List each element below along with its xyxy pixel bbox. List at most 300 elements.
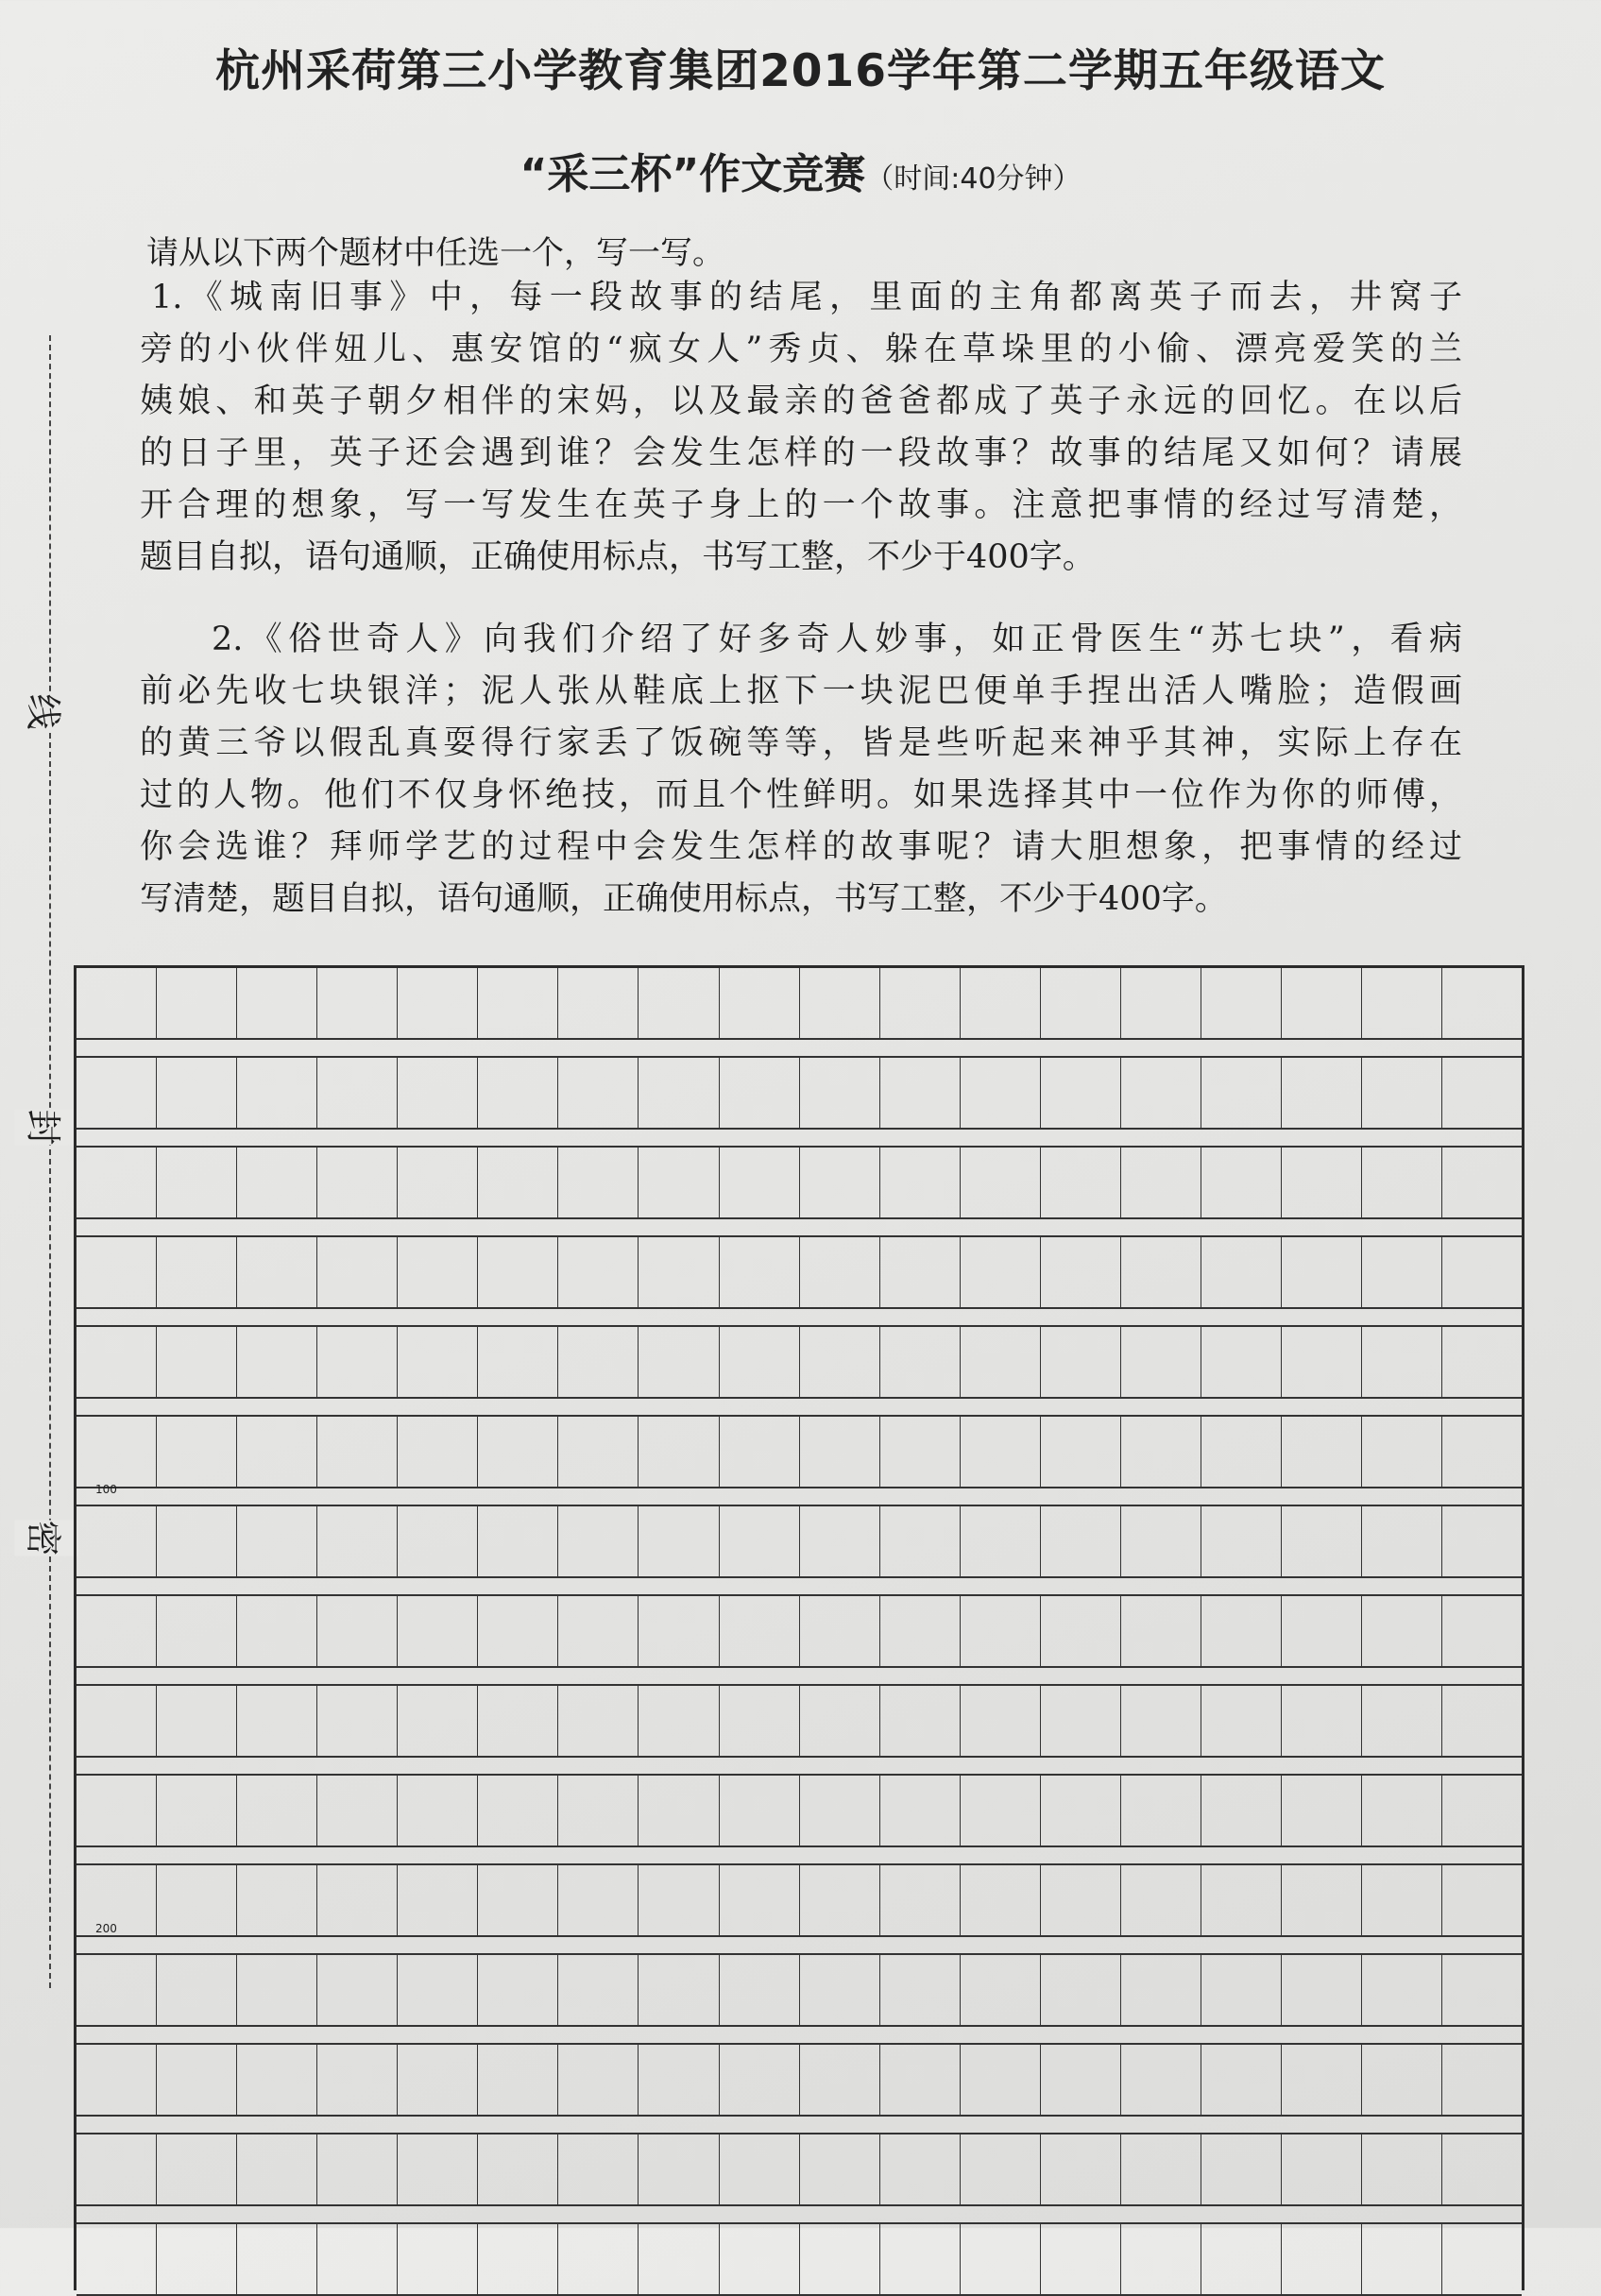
- grid-cell[interactable]: [398, 1327, 478, 1397]
- char-count-mark: 100: [95, 1483, 117, 1496]
- instruction: 请从以下两个题材中任选一个，写一写。: [146, 234, 724, 272]
- grid-cell[interactable]: [720, 1327, 800, 1397]
- grid-cell[interactable]: [1041, 2134, 1121, 2204]
- grid-cell[interactable]: [1282, 1955, 1362, 2025]
- grid-cell[interactable]: [237, 1148, 317, 1217]
- grid-cell[interactable]: [398, 1237, 478, 1307]
- grid-cell[interactable]: [317, 2045, 398, 2115]
- grid-cell[interactable]: [317, 1058, 398, 1128]
- grid-cell[interactable]: [1201, 1417, 1282, 1487]
- grid-cell[interactable]: [800, 2045, 880, 2115]
- grid-cell[interactable]: [1442, 1148, 1522, 1217]
- grid-cell[interactable]: [639, 1955, 719, 2025]
- grid-cell[interactable]: [1121, 968, 1201, 1038]
- grid-cell[interactable]: [1041, 2224, 1121, 2294]
- grid-cell[interactable]: [1282, 1776, 1362, 1845]
- grid-cell[interactable]: [1121, 2134, 1201, 2204]
- grid-cell[interactable]: [1442, 968, 1522, 1038]
- grid-cell[interactable]: [1362, 1686, 1442, 1756]
- grid-cell[interactable]: [398, 2134, 478, 2204]
- grid-cell[interactable]: [478, 2224, 558, 2294]
- grid-cell[interactable]: [398, 1417, 478, 1487]
- grid-cell[interactable]: [720, 2224, 800, 2294]
- topic-line: 的黄三爷以假乱真耍得行家丢了饭碗等等，皆是些听起来神乎其神，实际上存在: [140, 724, 1462, 762]
- topic-line: 的日子里，英子还会遇到谁？会发生怎样的一段故事？故事的结尾又如何？请展: [140, 434, 1462, 472]
- grid-row: [77, 1325, 1522, 1399]
- grid-cell[interactable]: [1041, 1686, 1121, 1756]
- grid-cell[interactable]: [961, 2224, 1041, 2294]
- grid-cell[interactable]: [720, 1058, 800, 1128]
- grid-cell[interactable]: [1201, 968, 1282, 1038]
- grid-cell[interactable]: [639, 2045, 719, 2115]
- grid-cell[interactable]: [317, 1596, 398, 1666]
- grid-cell[interactable]: [720, 1596, 800, 1666]
- grid-cell[interactable]: [478, 1596, 558, 1666]
- grid-cell[interactable]: [1201, 2224, 1282, 2294]
- grid-cell[interactable]: [1282, 1686, 1362, 1756]
- topic-line: 姨娘、和英子朝夕相伴的宋妈，以及最亲的爸爸都成了英子永远的回忆。在以后: [140, 383, 1462, 420]
- grid-cell[interactable]: [1041, 968, 1121, 1038]
- grid-cell[interactable]: [800, 1865, 880, 1935]
- grid-cell[interactable]: [1442, 1686, 1522, 1756]
- grid-cell[interactable]: [157, 1148, 237, 1217]
- grid-cell[interactable]: [478, 2045, 558, 2115]
- grid-cell[interactable]: [237, 1776, 317, 1845]
- grid-cell[interactable]: [1041, 1865, 1121, 1935]
- grid-cell[interactable]: [1362, 2045, 1442, 2115]
- grid-row: [77, 1056, 1522, 1130]
- grid-cell[interactable]: [1362, 1148, 1442, 1217]
- grid-cell[interactable]: [478, 1417, 558, 1487]
- grid-cell[interactable]: [1282, 2134, 1362, 2204]
- topic-line: 过的人物。他们不仅身怀绝技，而且个性鲜明。如果选择其中一位作为你的师傅，: [140, 776, 1462, 814]
- grid-cell[interactable]: [800, 1596, 880, 1666]
- grid-cell[interactable]: [157, 1776, 237, 1845]
- grid-cell[interactable]: [639, 1506, 719, 1576]
- writing-grid[interactable]: [74, 965, 1524, 2290]
- grid-cell[interactable]: [720, 1417, 800, 1487]
- grid-cell[interactable]: [558, 2224, 639, 2294]
- grid-cell[interactable]: [398, 1865, 478, 1935]
- grid-cell[interactable]: [558, 1955, 639, 2025]
- grid-cell[interactable]: [639, 1417, 719, 1487]
- grid-cell[interactable]: [880, 1506, 961, 1576]
- grid-cell[interactable]: [478, 1148, 558, 1217]
- binding-char-xian: 线: [15, 693, 78, 729]
- grid-cell[interactable]: [800, 1776, 880, 1845]
- grid-cell[interactable]: [317, 1327, 398, 1397]
- grid-cell[interactable]: [237, 968, 317, 1038]
- grid-cell[interactable]: [1282, 1865, 1362, 1935]
- grid-cell[interactable]: [1201, 1058, 1282, 1128]
- grid-cell[interactable]: [157, 2045, 237, 2115]
- grid-cell[interactable]: [558, 1686, 639, 1756]
- grid-cell[interactable]: [237, 1327, 317, 1397]
- grid-row: [77, 1146, 1522, 1219]
- contest-name: “采三杯”作文竞赛: [519, 150, 866, 198]
- grid-cell[interactable]: [1041, 1776, 1121, 1845]
- grid-cell[interactable]: [1121, 1148, 1201, 1217]
- grid-cell[interactable]: [880, 1058, 961, 1128]
- grid-cell[interactable]: [1282, 1596, 1362, 1666]
- grid-cell[interactable]: [1442, 1327, 1522, 1397]
- grid-cell[interactable]: [961, 1686, 1041, 1756]
- grid-cell[interactable]: [880, 968, 961, 1038]
- grid-cell[interactable]: [157, 968, 237, 1038]
- grid-cell[interactable]: [1121, 1686, 1201, 1756]
- page-subtitle: [0, 140, 1601, 200]
- binding-dashed-line: [49, 335, 51, 1988]
- grid-cell[interactable]: [1442, 1596, 1522, 1666]
- grid-cell[interactable]: [961, 1596, 1041, 1666]
- grid-cell[interactable]: [639, 1237, 719, 1307]
- grid-cell[interactable]: [1041, 1955, 1121, 2025]
- grid-cell[interactable]: [961, 2134, 1041, 2204]
- grid-cell[interactable]: [77, 968, 157, 1038]
- grid-cell[interactable]: [77, 1148, 157, 1217]
- grid-cell[interactable]: [157, 1686, 237, 1756]
- grid-cell[interactable]: [961, 2045, 1041, 2115]
- grid-cell[interactable]: [478, 1865, 558, 1935]
- grid-cell[interactable]: [558, 1506, 639, 1576]
- grid-cell[interactable]: [800, 1237, 880, 1307]
- grid-cell[interactable]: [1282, 2045, 1362, 2115]
- grid-cell[interactable]: [1201, 2134, 1282, 2204]
- grid-cell[interactable]: [558, 1148, 639, 1217]
- grid-cell[interactable]: [800, 1417, 880, 1487]
- grid-cell[interactable]: [1201, 1327, 1282, 1397]
- grid-cell[interactable]: [478, 1237, 558, 1307]
- grid-cell[interactable]: [1362, 968, 1442, 1038]
- grid-cell[interactable]: [1362, 1327, 1442, 1397]
- grid-row: [77, 2133, 1522, 2206]
- grid-cell[interactable]: [237, 1417, 317, 1487]
- binding-char-mi: 密: [15, 1520, 78, 1556]
- grid-cell[interactable]: [1282, 1148, 1362, 1217]
- grid-cell[interactable]: [157, 1865, 237, 1935]
- grid-cell[interactable]: [961, 1058, 1041, 1128]
- grid-cell[interactable]: [157, 2134, 237, 2204]
- grid-cell[interactable]: [880, 1955, 961, 2025]
- grid-cell[interactable]: [1201, 1237, 1282, 1307]
- grid-cell[interactable]: [558, 1058, 639, 1128]
- grid-cell[interactable]: [639, 1596, 719, 1666]
- grid-cell[interactable]: [558, 1865, 639, 1935]
- grid-cell[interactable]: [77, 1327, 157, 1397]
- grid-cell[interactable]: [1121, 2224, 1201, 2294]
- grid-cell[interactable]: [317, 1148, 398, 1217]
- grid-cell[interactable]: [1201, 1776, 1282, 1845]
- grid-cell[interactable]: [317, 1237, 398, 1307]
- grid-cell[interactable]: [880, 1148, 961, 1217]
- grid-cell[interactable]: [961, 1865, 1041, 1935]
- grid-cell[interactable]: [398, 2045, 478, 2115]
- grid-cell[interactable]: [157, 1955, 237, 2025]
- grid-cell[interactable]: [478, 1058, 558, 1128]
- grid-cell[interactable]: [800, 1058, 880, 1128]
- grid-cell[interactable]: [317, 1506, 398, 1576]
- grid-cell[interactable]: [800, 968, 880, 1038]
- grid-cell[interactable]: [237, 2045, 317, 2115]
- grid-cell[interactable]: [720, 1506, 800, 1576]
- grid-cell[interactable]: [961, 968, 1041, 1038]
- grid-row: [77, 2222, 1522, 2296]
- grid-cell[interactable]: [237, 1058, 317, 1128]
- grid-cell[interactable]: [1362, 1058, 1442, 1128]
- grid-cell[interactable]: [398, 1686, 478, 1756]
- grid-cell[interactable]: [1041, 1417, 1121, 1487]
- grid-cell[interactable]: [800, 1506, 880, 1576]
- grid-row: [77, 1505, 1522, 1578]
- grid-cell[interactable]: [1442, 1058, 1522, 1128]
- grid-cell[interactable]: [398, 1506, 478, 1576]
- grid-cell[interactable]: [720, 1237, 800, 1307]
- grid-cell[interactable]: [558, 1327, 639, 1397]
- grid-cell[interactable]: [478, 1327, 558, 1397]
- grid-cell[interactable]: [880, 2224, 961, 2294]
- grid-cell[interactable]: [1201, 2045, 1282, 2115]
- grid-cell[interactable]: [1041, 1237, 1121, 1307]
- grid-cell[interactable]: [157, 1596, 237, 1666]
- grid-cell[interactable]: [398, 2224, 478, 2294]
- grid-cell[interactable]: [880, 1237, 961, 1307]
- topic-line: 写清楚，题目自拟，语句通顺，正确使用标点，书写工整，不少于400字。: [140, 880, 1228, 918]
- grid-cell[interactable]: [157, 1327, 237, 1397]
- grid-cell[interactable]: [237, 1686, 317, 1756]
- grid-cell[interactable]: [1201, 1865, 1282, 1935]
- grid-cell[interactable]: [478, 968, 558, 1038]
- grid-cell[interactable]: [1282, 1327, 1362, 1397]
- grid-cell[interactable]: [880, 1865, 961, 1935]
- grid-cell[interactable]: [1362, 1596, 1442, 1666]
- grid-cell[interactable]: [961, 1148, 1041, 1217]
- grid-cell[interactable]: [558, 1237, 639, 1307]
- grid-cell[interactable]: [237, 1596, 317, 1666]
- grid-cell[interactable]: [157, 2224, 237, 2294]
- grid-cell[interactable]: [237, 1237, 317, 1307]
- grid-cell[interactable]: [77, 1776, 157, 1845]
- grid-cell[interactable]: [1282, 1417, 1362, 1487]
- grid-cell[interactable]: [800, 1686, 880, 1756]
- grid-cell[interactable]: [1121, 1417, 1201, 1487]
- grid-cell[interactable]: [1362, 1417, 1442, 1487]
- grid-cell[interactable]: [237, 1955, 317, 2025]
- grid-cell[interactable]: [1121, 1955, 1201, 2025]
- grid-cell[interactable]: [237, 2134, 317, 2204]
- topic-line: 你会选谁？拜师学艺的过程中会发生怎样的故事呢？请大胆想象，把事情的经过: [140, 828, 1462, 866]
- grid-cell[interactable]: [1041, 1506, 1121, 1576]
- grid-cell[interactable]: [398, 1776, 478, 1845]
- grid-cell[interactable]: [720, 1686, 800, 1756]
- grid-cell[interactable]: [639, 1776, 719, 1845]
- grid-cell[interactable]: [317, 1776, 398, 1845]
- grid-cell[interactable]: [880, 1776, 961, 1845]
- grid-cell[interactable]: [1041, 1058, 1121, 1128]
- grid-cell[interactable]: [237, 2224, 317, 2294]
- grid-cell[interactable]: [720, 2045, 800, 2115]
- grid-cell[interactable]: [1201, 1955, 1282, 2025]
- grid-cell[interactable]: [558, 1596, 639, 1666]
- grid-cell[interactable]: [1041, 1327, 1121, 1397]
- grid-cell[interactable]: [1362, 2224, 1442, 2294]
- grid-cell[interactable]: [1442, 2045, 1522, 2115]
- grid-cell[interactable]: [639, 1686, 719, 1756]
- grid-cell[interactable]: [1442, 2224, 1522, 2294]
- grid-cell[interactable]: [77, 2134, 157, 2204]
- grid-cell[interactable]: [478, 1955, 558, 2025]
- grid-cell[interactable]: [880, 1417, 961, 1487]
- grid-cell[interactable]: [157, 1506, 237, 1576]
- grid-cell[interactable]: [639, 1327, 719, 1397]
- grid-cell[interactable]: [880, 2045, 961, 2115]
- grid-cell[interactable]: [558, 968, 639, 1038]
- grid-cell[interactable]: [317, 968, 398, 1038]
- grid-cell[interactable]: [1121, 1596, 1201, 1666]
- grid-cell[interactable]: [720, 1865, 800, 1935]
- grid-cell[interactable]: [639, 2224, 719, 2294]
- grid-cell[interactable]: [880, 1686, 961, 1756]
- grid-cell[interactable]: [961, 1417, 1041, 1487]
- grid-cell[interactable]: [478, 1686, 558, 1756]
- grid-cell[interactable]: [317, 2134, 398, 2204]
- grid-cell[interactable]: [558, 1776, 639, 1845]
- grid-cell[interactable]: [1121, 1506, 1201, 1576]
- grid-row: [77, 1774, 1522, 1847]
- grid-cell[interactable]: [1442, 1955, 1522, 2025]
- grid-row: [77, 1594, 1522, 1668]
- grid-cell[interactable]: [77, 1237, 157, 1307]
- grid-cell[interactable]: [398, 968, 478, 1038]
- grid-cell[interactable]: [961, 1327, 1041, 1397]
- grid-cell[interactable]: [77, 2224, 157, 2294]
- grid-cell[interactable]: [317, 1865, 398, 1935]
- grid-cell[interactable]: [880, 1327, 961, 1397]
- grid-cell[interactable]: [1121, 1865, 1201, 1935]
- grid-cell[interactable]: [77, 1955, 157, 2025]
- grid-cell[interactable]: [157, 1237, 237, 1307]
- topic-1: [140, 272, 1462, 584]
- grid-cell[interactable]: [1121, 1776, 1201, 1845]
- grid-cell[interactable]: [1041, 1148, 1121, 1217]
- grid-cell[interactable]: [1282, 968, 1362, 1038]
- grid-cell[interactable]: [398, 1955, 478, 2025]
- grid-cell[interactable]: [317, 1686, 398, 1756]
- grid-cell[interactable]: [1362, 1506, 1442, 1576]
- grid-cell[interactable]: [1362, 1865, 1442, 1935]
- grid-cell[interactable]: [1282, 1506, 1362, 1576]
- grid-cell[interactable]: [317, 1955, 398, 2025]
- grid-cell[interactable]: [1121, 1058, 1201, 1128]
- grid-cell[interactable]: [639, 1148, 719, 1217]
- grid-cell[interactable]: [1362, 2134, 1442, 2204]
- grid-cell[interactable]: [1362, 1776, 1442, 1845]
- grid-cell[interactable]: [961, 1237, 1041, 1307]
- grid-cell[interactable]: [961, 1506, 1041, 1576]
- grid-cell[interactable]: [558, 2134, 639, 2204]
- grid-cell[interactable]: [961, 1776, 1041, 1845]
- grid-cell[interactable]: [1442, 2134, 1522, 2204]
- grid-cell[interactable]: [800, 2134, 880, 2204]
- grid-cell[interactable]: [720, 1955, 800, 2025]
- grid-cell[interactable]: [317, 2224, 398, 2294]
- grid-cell[interactable]: [1362, 1955, 1442, 2025]
- grid-cell[interactable]: [1362, 1237, 1442, 1307]
- grid-cell[interactable]: [720, 968, 800, 1038]
- grid-cell[interactable]: [1041, 2045, 1121, 2115]
- grid-cell[interactable]: [800, 2224, 880, 2294]
- grid-cell[interactable]: [77, 1506, 157, 1576]
- grid-cell[interactable]: [1282, 1237, 1362, 1307]
- grid-cell[interactable]: [237, 1506, 317, 1576]
- grid-cell[interactable]: [880, 1596, 961, 1666]
- grid-cell[interactable]: [1201, 1596, 1282, 1666]
- grid-cell[interactable]: [398, 1596, 478, 1666]
- grid-row: [77, 1863, 1522, 1937]
- grid-cell[interactable]: [1201, 1686, 1282, 1756]
- grid-cell[interactable]: [558, 2045, 639, 2115]
- grid-cell[interactable]: [77, 1686, 157, 1756]
- grid-cell[interactable]: [1282, 2224, 1362, 2294]
- grid-cell[interactable]: [720, 1776, 800, 1845]
- grid-cell[interactable]: [1442, 1776, 1522, 1845]
- grid-cell[interactable]: [478, 2134, 558, 2204]
- grid-cell[interactable]: [1442, 1865, 1522, 1935]
- grid-cell[interactable]: [1201, 1506, 1282, 1576]
- grid-cell[interactable]: [77, 2045, 157, 2115]
- grid-cell[interactable]: [558, 1417, 639, 1487]
- grid-cell[interactable]: [77, 1596, 157, 1666]
- grid-cell[interactable]: [157, 1417, 237, 1487]
- topic-2: [140, 614, 1462, 926]
- grid-cell[interactable]: [639, 1865, 719, 1935]
- grid-cell[interactable]: [1442, 1417, 1522, 1487]
- grid-cell[interactable]: [478, 1776, 558, 1845]
- grid-cell[interactable]: [1121, 1327, 1201, 1397]
- grid-row: [77, 968, 1522, 1040]
- binding-char-feng: 封: [15, 1109, 78, 1145]
- grid-cell[interactable]: [639, 1058, 719, 1128]
- grid-cell[interactable]: [800, 1327, 880, 1397]
- grid-cell[interactable]: [77, 1058, 157, 1128]
- grid-cell[interactable]: [800, 1148, 880, 1217]
- grid-cell[interactable]: [800, 1955, 880, 2025]
- grid-cell[interactable]: [639, 968, 719, 1038]
- grid-cell[interactable]: [1041, 1596, 1121, 1666]
- grid-cell[interactable]: [639, 2134, 719, 2204]
- grid-cell[interactable]: [1121, 2045, 1201, 2115]
- grid-cell[interactable]: [1201, 1148, 1282, 1217]
- topic-line: 前必先收七块银洋；泥人张从鞋底上抠下一块泥巴便单手捏出活人嘴脸；造假画: [140, 672, 1462, 710]
- grid-cell[interactable]: [478, 1506, 558, 1576]
- grid-cell[interactable]: [880, 2134, 961, 2204]
- topic-line: 题目自拟，语句通顺，正确使用标点，书写工整，不少于400字。: [140, 538, 1096, 576]
- grid-cell[interactable]: [398, 1148, 478, 1217]
- grid-cell[interactable]: [1442, 1237, 1522, 1307]
- grid-cell[interactable]: [720, 2134, 800, 2204]
- time-note: （时间:40分钟）: [865, 162, 1082, 196]
- grid-cell[interactable]: [398, 1058, 478, 1128]
- grid-cell[interactable]: [157, 1058, 237, 1128]
- grid-cell[interactable]: [237, 1865, 317, 1935]
- grid-cell[interactable]: [961, 1955, 1041, 2025]
- grid-cell[interactable]: [1442, 1506, 1522, 1576]
- grid-cell[interactable]: [1282, 1058, 1362, 1128]
- grid-cell[interactable]: [77, 1417, 157, 1487]
- grid-row: [77, 1684, 1522, 1758]
- grid-cell[interactable]: [1121, 1237, 1201, 1307]
- grid-cell[interactable]: [317, 1417, 398, 1487]
- grid-cell[interactable]: [720, 1148, 800, 1217]
